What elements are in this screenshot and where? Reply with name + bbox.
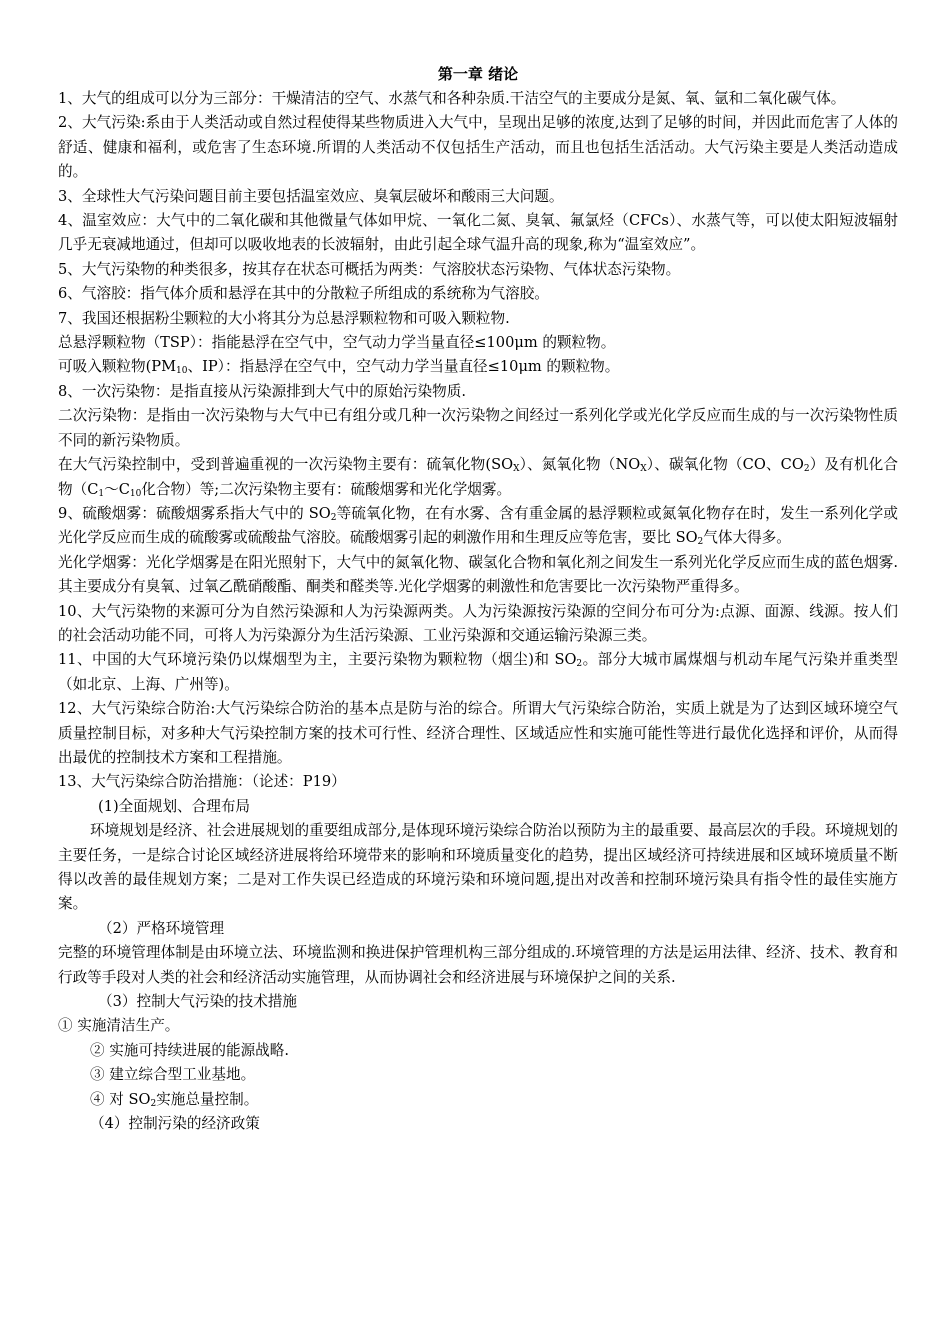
paragraph-7: 7、我国还根据粉尘颗粒的大小将其分为总悬浮颗粒物和可吸入颗粒物. — [58, 309, 510, 327]
paragraph-2: 2、大气污染:系由于人类活动或自然过程使得某些物质进入大气中，呈现出足够的浓度,达到了足够的时间，并因此而危害了人体的舒适、健康和福利，或危害了生态环境.所谓的人类活动不仅包括生产活动，而且也包括生活活动。大气污染主要是人类活动造成的。 — [58, 114, 898, 181]
paragraph-7-tsp: 总悬浮颗粒物（TSP）：指能悬浮在空气中，空气动力学当量直径≤100μm 的颗粒物。 — [58, 334, 616, 352]
paragraph-6: 6、气溶胶：指气体介质和悬浮在其中的分散粒子所组成的系统称为气溶胶。 — [58, 285, 549, 303]
paragraph-8: 8、一次污染物：是指直接从污染源排到大气中的原始污染物质. — [58, 382, 466, 400]
paragraph-7-pm10: 可吸入颗粒物($PM_{10}$、IP）：指悬浮在空气中，空气动力学当量直径≤10μm 的颗粒物。 — [58, 358, 620, 377]
paragraph-5: 5、大气污染物的种类很多，按其存在状态可概括为两类：气溶胶状态污染物、气体状态污染物。 — [58, 260, 681, 278]
subheading-13-1: (1)全面规划、合理布局 — [98, 797, 251, 815]
paragraph-10: 10、大气污染物的来源可分为自然污染源和人为污染源两类。人为污染源按污染源的空间分布可分为:点源、面源、线源。按人们的社会活动功能不同，可将人为污染源分为生活污染源、工业污染源和交通运输污染源三类。 — [58, 602, 898, 644]
paragraph-4: 4、温室效应：大气中的二氧化碳和其他微量气体如甲烷、一氧化二氮、臭氧、氟氯烃（CFCs）、水蒸气等，可以使太阳短波辐射几乎无衰减地通过，但却可以吸收地表的长波辐射，由此引起全球气温升高的现象,称为“温室效应”。 — [58, 212, 898, 254]
measure-item-2: ② 实施可持续进展的能源战略. — [90, 1041, 289, 1059]
paragraph-8-control: 在大气污染控制中，受到普遍重视的一次污染物主要有：硫氧化物$(SO_X)$、氮氧化物$(NO_X)$、碳氧化物（CO、$CO_2$）及有机化合物（$C_1\sim C_{10}$化合物）等;二次污染物主要有：硫酸烟雾和光化学烟雾。 — [58, 456, 898, 499]
measure-item-4: ④ 对 $SO_2$实施总量控制。 — [90, 1090, 259, 1109]
subheading-13-2: （2）严格环境管理 — [98, 919, 225, 937]
paragraph-8-secondary: 二次污染物：是指由一次污染物与大气中已有组分或几种一次污染物之间经过一系列化学或光化学反应而生成的与一次污染物性质不同的新污染物质。 — [58, 407, 898, 449]
paragraph-12: 12、大气污染综合防治:大气污染综合防治的基本点是防与治的综合。所谓大气污染综合防治，实质上就是为了达到区域环境空气质量控制目标，对多种大气污染控制方案的技术可行性、经济合理性、区域适应性和实施可能性等进行最优化选择和评价，从而得出最优的控制技术方案和工程措施。 — [58, 700, 898, 766]
subheading-13-3: （3）控制大气污染的技术措施 — [98, 993, 298, 1011]
paragraph-11: 11、中国的大气环境污染仍以煤烟型为主，主要污染物为颗粒物（烟尘)和 $SO_2$。部分大城市属煤烟与机动车尾气污染并重类型（如北京、上海、广州等)。 — [58, 651, 898, 693]
paragraph-13-2: 完整的环境管理体制是由环境立法、环境监测和换进保护管理机构三部分组成的.环境管理的方法是运用法律、经济、技术、教育和行政等手段对人类的社会和经济活动实施管理，从而协调社会和经济进展与环境保护之间的关系. — [58, 944, 898, 986]
paragraph-13-1: 环境规划是经济、社会进展规划的重要组成部分,是体现环境污染综合防治以预防为主的最重要、最高层次的手段。环境规划的主要任务，一是综合讨论区域经济进展将给环境带来的影响和环境质量变化的趋势，提出区域经济可持续进展和区域环境质量不断得以改善的最佳规划方案；二是对工作失误已经造成的环境污染和环境问题,提出对改善和控制环境污染具有指令性的最佳实施方案。 — [58, 822, 898, 913]
paragraph-9-photochemical: 光化学烟雾：光化学烟雾是在阳光照射下，大气中的氮氧化物、碳氢化合物和氧化剂之间发生一系列光化学反应而生成的蓝色烟雾.其主要成分有臭氧、过氧乙酰硝酸酯、酮类和醛类等.光化学烟雾的刺激性和危害要比一次污染物严重得多。 — [58, 553, 898, 596]
paragraph-9: 9、硫酸烟雾：硫酸烟雾系指大气中的 $SO_2$等硫氧化物，在有水雾、含有重金属的悬浮颗粒或氮氧化物存在时，发生一系列化学或光化学反应而生成的硫酸雾或硫酸盐气溶胶。硫酸烟雾引起的刺激作用和生理反应等危害，要比 $SO_2$气体大得多。 — [58, 504, 898, 548]
measure-item-1: ① 实施清洁生产。 — [58, 1017, 180, 1035]
paragraph-13: 13、大气污染综合防治措施：（论述：P19） — [58, 773, 346, 791]
paragraph-1: 1、大气的组成可以分为三部分：干燥清洁的空气、水蒸气和各种杂质.干洁空气的主要成分是氮、氧、氩和二氧化碳气体。 — [58, 90, 846, 107]
paragraph-3: 3、全球性大气污染问题目前主要包括温室效应、臭氧层破坏和酸雨三大问题。 — [58, 187, 564, 205]
chapter-title: 第一章 绪论 — [437, 65, 519, 83]
subheading-13-4: （4）控制污染的经济政策 — [90, 1115, 260, 1133]
measure-item-3: ③ 建立综合型工业基地。 — [90, 1066, 256, 1084]
